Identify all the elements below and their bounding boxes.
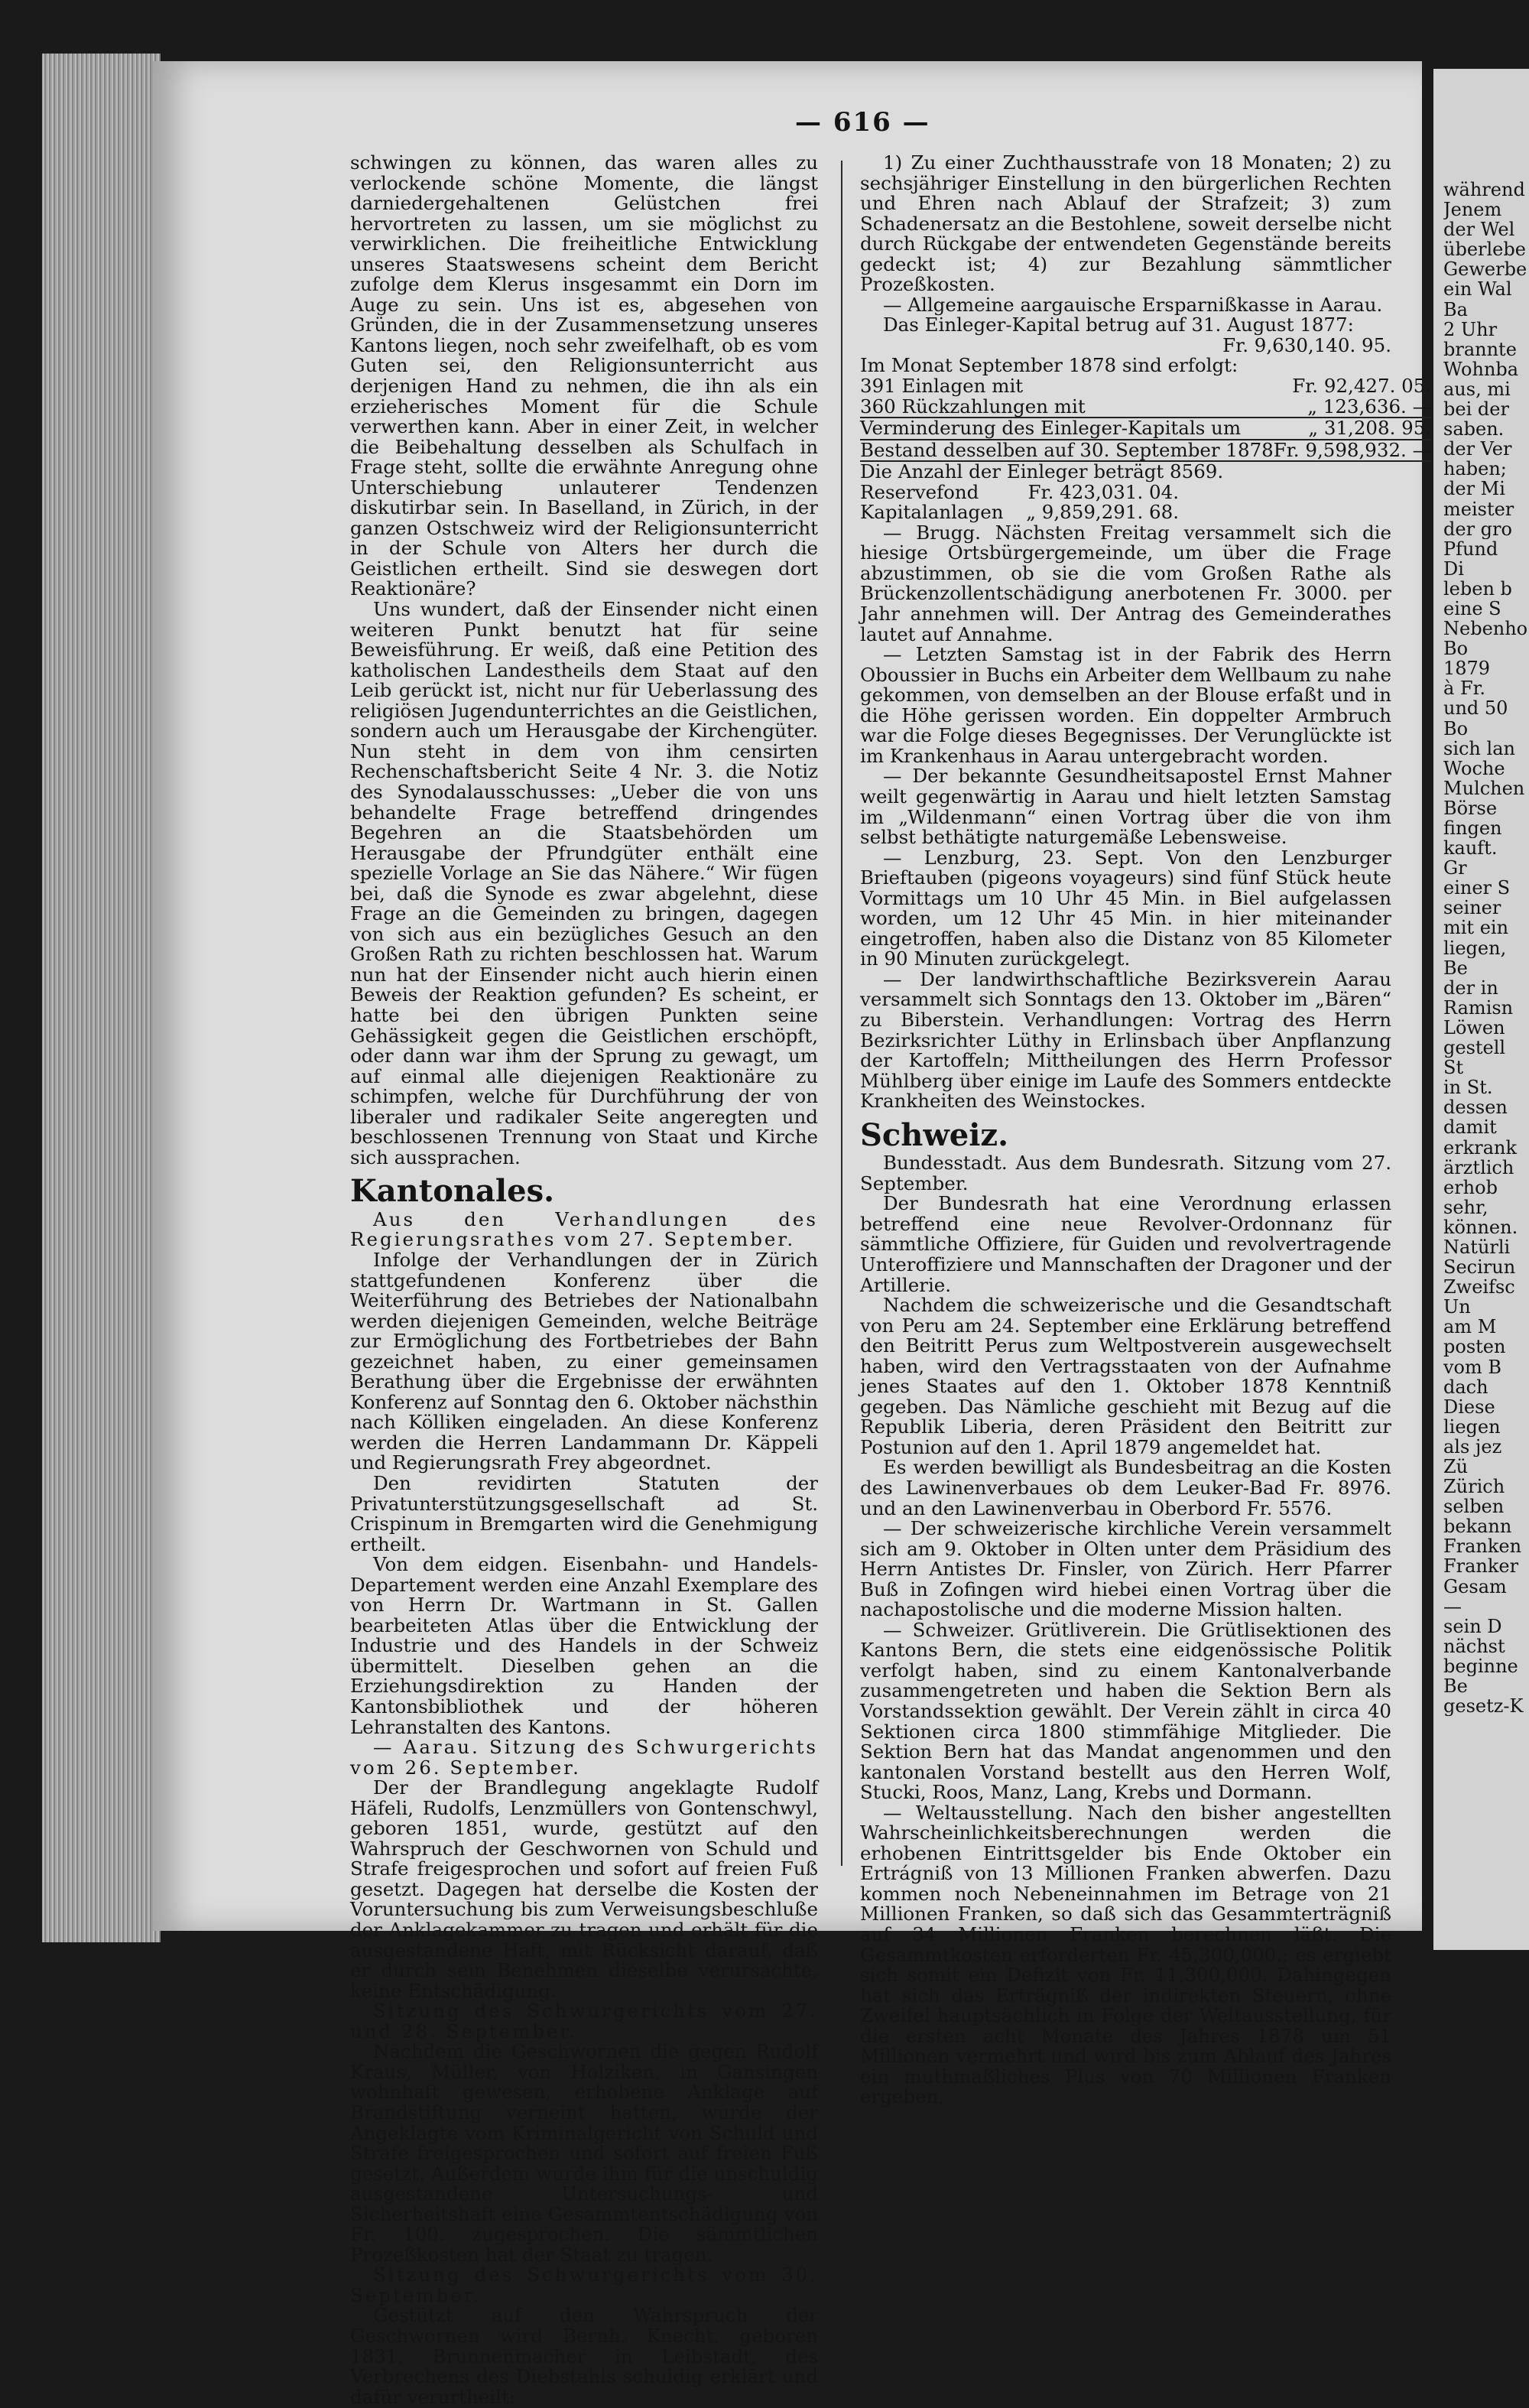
paragraph: — Brugg. Nächsten Freitag versammelt sich die hiesige Ortsbürgergemeinde, um über die Frage abzustimmen, ob sie die vom Großen Rathe als Brückenzollentschädigung anerbotenen Fr. 3000. per Jahr annehmen will. Der Antrag des Gemeinderathes lautet auf Annahme. <box>860 521 1391 645</box>
paragraph: Der Bundesrath hat eine Verordnung erlassen betreffend eine neue Revolver-Ordonnanz für sämmtliche Offiziere, für Guiden und revolvertragende Unteroffiziere und Mannschaften der Dragoner und der Artillerie. <box>860 1192 1391 1296</box>
facing-page-fragment: der Ver <box>1443 439 1512 460</box>
paragraph: — Weltausstellung. Nach den bisher angestellten Wahrscheinlichkeitsberechnungen werden die erhobenen Eintrittsgelder bis Ende Oktober ein Ertrágniß von 13 Millionen Franken abwerfen. Dazu kommen noch Nebeneinnahmen im Betrage von 21 Millionen Franken, so daß sich das Gesammterträgniß auf 34 Millionen Franken berechnen läßt. Die Gesammtkosten erforderten Fr. 45,300,000.; es ergiebt sich somit ein Defizit von Fr. 11,300,000. Dahingegen hat sich das Erträgniß der indirekten Steuern, ohne Zweifel hauptsächlich in Folge der Weltausstellung, für die ersten acht Monate des Jahres 1878 um 51 Millionen vermehrt und wird bis zum Ablauf des Jahres ein muthmaßliches Plus von 70 Millionen Franken ergeben, <box>860 1801 1391 2108</box>
paragraph: — Aarau. Sitzung des Schwurgerichts vom 26. September. <box>350 1736 818 1779</box>
page-number: — 616 — <box>795 107 930 138</box>
paragraph: — Lenzburg, 23. Sept. Von den Lenzburger Brieftauben (pigeons voyageurs) sind fünf Stück heute Vormittags um 10 Uhr 45 Min. in Biel aufgelassen worden, um 12 Uhr 45 Min. in hier miteinander eingetroffen, haben also die Distanz von 85 Kilometer in 90 Minuten zurückgelegt. <box>860 846 1391 970</box>
facing-page-fragment: seiner <box>1443 898 1501 918</box>
paragraph: — Der schweizerische kirchliche Verein versammelt sich am 9. Oktober in Olten unter dem Präsidium des Herrn Antistes Dr. Finsler, von Zürich. Herr Pfarrer Buß in Zofingen wird hiebei einen Vortrag über die nachapostolische und die moderne Mission halten. <box>860 1517 1391 1621</box>
ledger-value: Fr. 423,031. 04. <box>1027 480 1179 503</box>
paragraph: Der der Brandlegung angeklagte Rudolf Häfeli, Rudolfs, Lenzmüllers von Gontenschwyl, geboren 1851, wurde, gestützt auf den Wahrspruch der Geschwornen von Schuld und Strafe freigesprochen und sofort auf freien Fuß gesetzt. Dagegen hat derselbe die Kosten der Voruntersuchung bis zum Verweisungsbeschluße der Anklagekammer zu tragen und erhält für die ausgestandene Haft, mit Rücksicht darauf, daß er durch sein Benehmen dieselbe verursachte, keine Entschädigung. <box>350 1776 818 2002</box>
section-heading-kantonales: Kantonales. <box>350 1173 555 1210</box>
facing-page-fragment: damit <box>1443 1117 1497 1138</box>
facing-page-fragment: saben. <box>1443 419 1505 440</box>
facing-page-fragment: gestell <box>1443 1038 1506 1058</box>
facing-page-fragment: erkrank <box>1443 1137 1517 1158</box>
facing-page-fragment: aus, mi <box>1443 379 1511 400</box>
facing-page-fragment: Löwen <box>1443 1017 1505 1038</box>
facing-page-fragment: Zü <box>1443 1457 1469 1477</box>
facing-page-fragment: Ramisn <box>1443 997 1514 1018</box>
facing-page-fragment: Diese <box>1443 1396 1495 1417</box>
kasse-capital-value: Fr. 9,630,140. 95. <box>1222 333 1391 356</box>
facing-page-fragment: — <box>1443 1596 1462 1617</box>
facing-page-fragment: der in <box>1443 977 1498 998</box>
facing-page-fragment: leben b <box>1443 578 1512 599</box>
paragraph: Aus den Verhandlungen des Regierungsrathes vom 27. September. <box>350 1207 818 1251</box>
facing-page-fragment: der gro <box>1443 518 1512 539</box>
reserve-table <box>860 480 1179 524</box>
facing-page-fragment: Franken <box>1443 1536 1522 1557</box>
facing-page-fragment: kauft. <box>1443 838 1498 859</box>
paragraph: Es werden bewilligt als Bundesbeitrag an die Kosten des Lawinenverbaues ob dem Leuker-Bad Fr. 8976. und an den Lawinenverbau in Oberbord Fr. 5576. <box>860 1456 1391 1519</box>
facing-page-fragment: dessen <box>1443 1097 1508 1118</box>
right-column <box>860 151 1432 2108</box>
facing-page-fragment: liegen <box>1443 1416 1501 1437</box>
facing-page-fragment: in St. <box>1443 1077 1493 1098</box>
paragraph: Sitzung des Schwurgerichts vom 30. September. <box>350 2263 818 2306</box>
facing-page-fragment: dach <box>1443 1376 1488 1397</box>
facing-page-fragment: sein D <box>1443 1616 1502 1636</box>
facing-page-fragment: Secirun <box>1443 1257 1516 1278</box>
facing-page-fragment: Mulchen <box>1443 778 1525 798</box>
ledger-value: „ 123,636. — <box>1307 395 1432 418</box>
facing-page-fragment: bei der <box>1443 399 1509 420</box>
facing-page-fragment: und 50 <box>1443 698 1508 719</box>
facing-page-fragment: einer S <box>1443 878 1511 899</box>
paragraph: Gestützt auf den Wahrspruch der Geschwornen wird Bernh. Knecht, geboren 1831, Brunnenmacher in Leibstadt, des Verbrechens des Diebstahls schuldig erklärt und dafür verurtheilt: <box>350 2304 818 2408</box>
facing-page-fragment: Natürli <box>1443 1236 1511 1258</box>
facing-page-fragment: selben <box>1443 1496 1505 1517</box>
paragraph: Den revidirten Statuten der Privatunterstützungsgesellschaft ad St. Crispinum in Bremgarten wird die Genehmigung ertheilt. <box>350 1472 818 1555</box>
paragraph: Von dem eidgen. Eisenbahn- und Handels-Departement werden eine Anzahl Exemplare des von Herrn Dr. Wartmann in St. Gallen bearbeiteten Atlas über die Entwicklung der Industrie und des Handels in der Schweiz übermittelt. Dieselben gehen an die Erziehungsdirektion zu Handen der Kantonsbibliothek und der höheren Lehranstalten des Kantons. <box>350 1553 818 1738</box>
ledger-row <box>860 376 1431 397</box>
facing-page-fragment: St <box>1443 1058 1464 1078</box>
ledger-value: Fr. 9,598,932. — <box>1273 438 1432 461</box>
facing-page-fragment: Bo <box>1443 639 1469 659</box>
facing-page-fragment: Jenem <box>1443 200 1502 220</box>
paragraph: — Letzten Samstag ist in der Fabrik des Herrn Oboussier in Buchs ein Arbeiter dem Wellbaum zu nahe gekommen, von demselben an der Blouse erfaßt und in die Höhe gerissen worden. Ein doppelter Armbruch war die Folge dieses Begegnisses. Der Verunglückte ist im Krankenhaus in Aarau untergebracht worden. <box>860 643 1391 767</box>
ledger-value: Fr. 92,427. 05. <box>1292 375 1432 398</box>
kasse-count: Die Anzahl der Einleger beträgt 8569. <box>860 460 1224 483</box>
facing-page-fragment: 1879 <box>1443 658 1491 679</box>
paragraph: — Der bekannte Gesundheitsapostel Ernst Mahner weilt gegenwärtig in Aarau und hielt letzten Samstag im „Wildenmann“ einen Vortrag über die von ihm selbst bethätigte naturgemäße Lebensweise. <box>860 765 1391 849</box>
ledger-row <box>860 397 1431 418</box>
kasse-capital: Das Einleger-Kapital betrug auf 31. August 1877: <box>883 314 1354 336</box>
ledger-label: Bestand desselben auf 30. September 1878 <box>860 438 1274 461</box>
facing-page-fragment: der Wel <box>1443 219 1515 240</box>
facing-page-fragment: haben; <box>1443 459 1507 479</box>
ledger-row <box>860 483 1179 503</box>
ledger-label: Reservefond <box>860 480 979 503</box>
facing-page-fragment: der Mi <box>1443 479 1505 499</box>
facing-page-fragment: sehr, <box>1443 1197 1488 1217</box>
ledger-row <box>860 440 1431 462</box>
facing-page-fragment: Börse <box>1443 798 1498 818</box>
facing-page-fragment: Be <box>1443 957 1468 978</box>
facing-page-fragment: Gr <box>1443 858 1467 879</box>
paragraph: schwingen zu können, das waren alles zu verlockende schöne Momente, die längst darniedergehaltenen Gelüstchen frei hervortreten zu lassen, um sie möglichst zu verwirklichen. Die freiheitliche Entwicklung unseres Staatswesens scheint dem Bericht zufolge dem Klerus insgesammt ein Dorn im Auge zu sein. Uns ist es, abgesehen von Gründen, die in der Zusammensetzung unseres Kantons liegen, noch sehr zweifelhaft, ob es vom Guten sei, den Religionsunterricht aus derjenigen Hand zu nehmen, die ihn als ein erzieherisches Moment für die Schule verwerthen kann. Aber in einer Zeit, in welcher die Beibehaltung desselben als Schulfach in Frage steht, sollte die erwähnte Anregung ohne Unterschiebung unlauterer Tendenzen diskutirbar sein. In Baselland, in Zürich, in der ganzen Ostschweiz wird der Religionsunterricht in der Schule von Alters her durch die Geistlichen ertheilt. Sind sie deswegen dort Reaktionäre? <box>350 151 818 600</box>
book-page-edges <box>42 54 161 1942</box>
facing-page-fragment: überlebe <box>1443 239 1526 260</box>
paragraph: — Schweizer. Grütliverein. Die Grütlisektionen des Kantons Bern, die stets eine eidgenössische Politik verfolgt haben, sind zu einem Kantonalverbande zusammengetreten und haben die Sektion Bern als Vorstandssektion gewählt. Der Verein zählt in circa 40 Sektionen circa 1800 stimmfähige Mitglieder. Die Sektion Bern hat das Mandat angenommen und den kantonalen Vorstand bestellt aus den Herren Wolf, Stucki, Roos, Manz, Lang, Krebs und Dormann. <box>860 1618 1391 1804</box>
ledger-label: Kapitalanlagen <box>860 501 1004 524</box>
paragraph: Nachdem die Geschwornen die gegen Rudolf Kraus, Müller, von Holziken, in Gansingen wohnhaft gewesen, erhobene Anklage auf Brandstiftung verneint hatten, wurde der Angeklagte vom Kriminalgericht von Schuld und Strafe freigesprochen und sofort auf freien Fuß gesetzt. Außerdem wurde ihm für die unschuldig ausgestandene Untersuchungs- und Sicherheitshaft eine Gesammtentschädigung von Fr. 100. zugesprochen. Die sämmtlichen Prozeßkosten hat der Staat zu tragen. <box>350 2040 818 2266</box>
facing-page-fragment: Ba <box>1443 299 1468 320</box>
facing-page-fragment: sich lan <box>1443 738 1515 759</box>
facing-page-fragment: gesetz-K <box>1443 1696 1524 1717</box>
ledger-label: 391 Einlagen mit <box>860 375 1024 398</box>
kasse-title: — Allgemeine aargauische Ersparnißkasse in Aarau. <box>883 293 1383 316</box>
facing-page-fragment: Pfund <box>1443 538 1498 559</box>
paragraph: 1) Zu einer Zuchthausstrafe von 18 Monaten; 2) zu sechsjähriger Einstellung in den bürgerlichen Rechten und Ehren nach Ablauf der Strafzeit; 3) zum Schadenersatz an die Bestohlene, soweit derselbe nicht durch Rückgabe der entwendeten Gegenstände bereits gedeckt ist; 4) zur Bezahlung sämmtlicher Prozeßkosten. <box>860 151 1391 296</box>
facing-page-fragment: Franker <box>1443 1556 1519 1577</box>
facing-page-fragment: brannte <box>1443 339 1517 359</box>
facing-page-fragment: Zweifsc <box>1443 1277 1515 1298</box>
facing-page-fragment: Zürich <box>1443 1477 1505 1497</box>
column-divider <box>841 161 842 1866</box>
ledger-value: „ 9,859,291. 68. <box>1026 501 1179 524</box>
facing-page-fragment: vom B <box>1443 1357 1502 1377</box>
ledger-label: Verminderung des Einleger-Kapitals um <box>860 417 1242 440</box>
facing-page-fragment: während <box>1443 180 1525 200</box>
facing-page-fragment: à Fr. <box>1443 678 1486 699</box>
facing-page-fragment: Be <box>1443 1676 1468 1697</box>
facing-page-fragment: posten <box>1443 1337 1506 1357</box>
paragraph: — Der landwirthschaftliche Bezirksverein Aarau versammelt sich Sonntags den 13. Oktober im „Bären“ zu Biberstein. Verhandlungen: Vortrag des Herrn Bezirksrichter Lüthy in Erlinsbach über Anpflanzung der Kartoffeln; Mittheilungen des Herrn Professor Mühlberg über einige im Laufe des Sommers entdeckte Krankheiten des Weinstockes. <box>860 967 1391 1113</box>
facing-page-fragment: beginne <box>1443 1656 1518 1677</box>
facing-page-fragment: Un <box>1443 1297 1471 1318</box>
paragraph: Infolge der Verhandlungen der in Zürich stattgefundenen Konferenz über die Weiterführung des Betriebes der Nationalbahn werden diejenigen Gemeinden, welche Beiträge zur Ermöglichung des Fortbetriebes der Bahn gezeichnet haben, zu einer gemeinsamen Berathung über die Ergebnisse der erwähnten Konferenz auf Sonntag den 6. Oktober nächsthin nach Kölliken eingeladen. An diese Konferenz werden die Herren Landammann Dr. Käppeli und Regierungsrath Frey abgeordnet. <box>350 1248 818 1474</box>
facing-page-fragment: nächst <box>1443 1636 1505 1656</box>
paragraph: Nachdem die schweizerische und die Gesandtschaft von Peru am 24. September eine Erklärung betreffend den Beitritt Perus zum Weltpostverein ausgewechselt haben, wird den Vertragsstaaten von der Aufnahme jenes Staates auf den 1. Oktober 1878 Kenntniß gegeben. Das Nämliche geschieht mit Bezug auf die Republik Liberia, deren Präsident den Beitritt zur Postunion auf den 1. April 1879 angemeldet hat. <box>860 1294 1391 1458</box>
kasse-month: Im Monat September 1878 sind erfolgt: <box>860 354 1238 377</box>
facing-page-fragment: am M <box>1443 1317 1497 1337</box>
facing-page-fragment: ein Wal <box>1443 279 1512 300</box>
facing-page-fragment: 2 Uhr <box>1443 319 1498 340</box>
facing-page-fragment: mit ein <box>1443 918 1509 938</box>
paragraph: Sitzung des Schwurgerichts vom 27. und 28. September. <box>350 2000 818 2042</box>
facing-page-fragment: Gesam <box>1443 1576 1507 1597</box>
facing-page-fragment: eine S <box>1443 598 1501 619</box>
ledger-value: „ 31,208. 95. <box>1308 417 1432 440</box>
ledger-label: 360 Rückzahlungen mit <box>860 395 1086 418</box>
facing-page-column <box>1443 180 1527 1716</box>
facing-page-fragment: Gewerbe <box>1443 259 1527 280</box>
facing-page-fragment: Wohnba <box>1443 359 1519 379</box>
paragraph: Bundesstadt. Aus dem Bundesrath. Sitzung vom 27. September. <box>860 1152 1391 1194</box>
left-column <box>350 153 818 2407</box>
facing-page-fragment: Di <box>1443 558 1464 579</box>
facing-page-fragment: meister <box>1443 499 1514 519</box>
facing-page-fragment: als jez <box>1443 1436 1502 1457</box>
facing-page-fragment: Nebenho <box>1443 619 1527 639</box>
facing-page-fragment: fingen <box>1443 818 1502 839</box>
facing-page-fragment: ärztlich <box>1443 1157 1514 1178</box>
ledger-row <box>860 502 1179 523</box>
facing-page-fragment: liegen, <box>1443 938 1507 958</box>
facing-page-fragment: erhob <box>1443 1177 1498 1198</box>
facing-page-fragment: Woche <box>1443 758 1505 778</box>
savings-ledger <box>860 376 1431 462</box>
facing-page-fragment: bekann <box>1443 1516 1512 1537</box>
facing-page-fragment: können. <box>1443 1217 1518 1237</box>
paragraph: Uns wundert, daß der Einsender nicht einen weiteren Punkt benutzt hat für seine Beweisführung. Er weiß, daß eine Petition des katholischen Landestheils dem Staat auf den Leib gerückt ist, nicht nur für Ueberlassung des religiösen Jugendunterrichtes an die Geistlichen, sondern auch um Herausgabe der Kirchengüter. Nun steht in dem von ihm censirten Rechenschaftsbericht Seite 4 Nr. 3. die Notiz des Synodalausschusses: „Ueber die von uns behandelte Frage betreffend dringendes Begehren an die Staatsbehörden um Herausgabe der Pfrundgüter enthält eine spezielle Vorlage an Sie das Nähere.“ Wir fügen bei, daß die Synode es zwar abgelehnt, diese Frage an die Gemeinden zu bringen, dagegen von sich aus ein bezügliches Gesuch an den Großen Rath zu richten beschlossen hat. Warum nun hat der Einsender nicht auch hierin einen Beweis der Reaktion gefunden? Es scheint, er hatte bei den übrigen Punkten seine Gehässigkeit gegen die Geistlichen erschöpft, oder dann war ihm der Sprung zu gewagt, um auf einmal alle diejenigen Reaktionäre zu schimpfen, welche für Durchführung der von liberaler und radikaler Seite angeregten und beschlossenen Trennung von Staat und Kirche sich aussprachen. <box>350 598 818 1168</box>
ledger-row <box>860 418 1431 440</box>
section-heading-schweiz: Schweiz. <box>860 1116 1009 1153</box>
facing-page-fragment: Bo <box>1443 718 1469 739</box>
